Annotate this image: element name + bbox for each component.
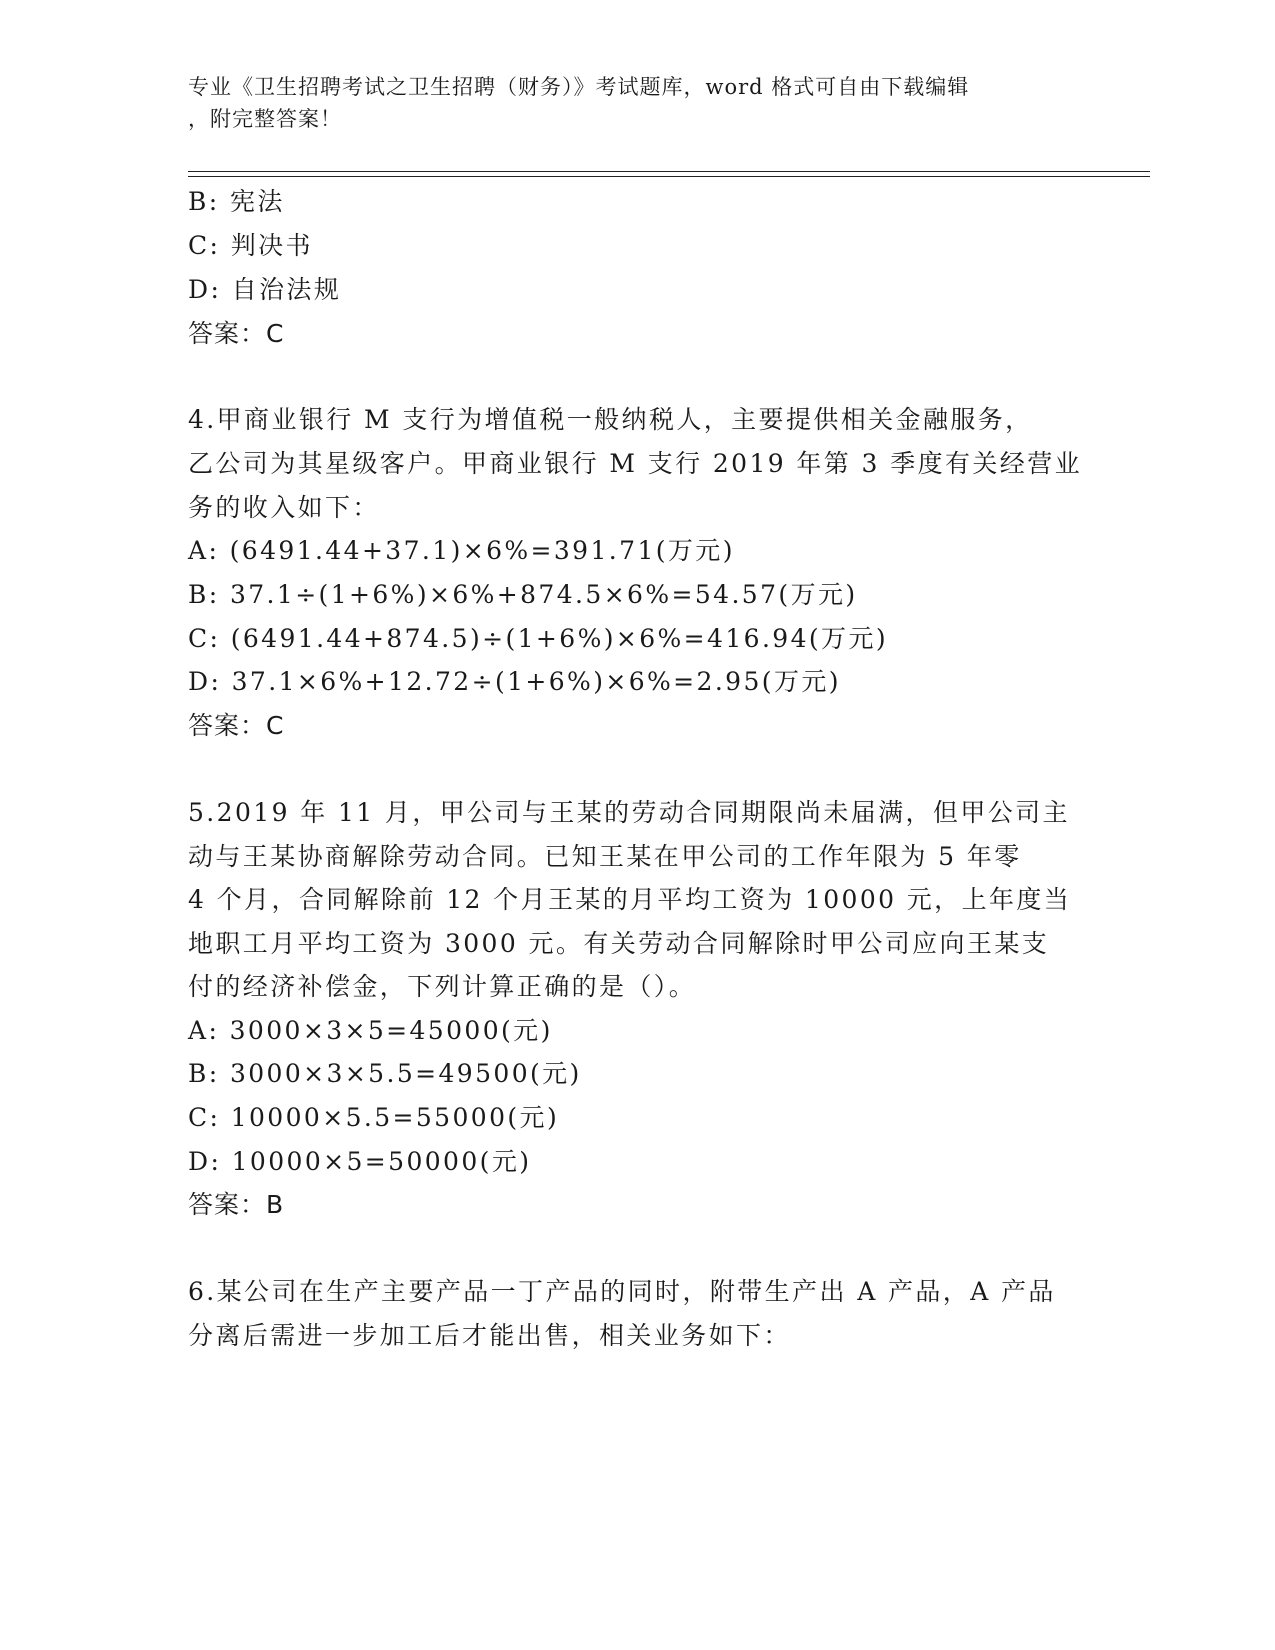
q6-stem-line-2: 分离后需进一步加工后才能出售，相关业务如下： bbox=[188, 1321, 791, 1350]
q3-option-c: C: 判决书 bbox=[188, 231, 313, 260]
q5-option-a: A: 3000×3×5=45000(元) bbox=[188, 1016, 553, 1045]
q4-option-d: D: 37.1×6%+12.72÷(1+6%)×6%=2.95(万元) bbox=[188, 667, 841, 696]
q5-option-c: C: 10000×5.5=55000(元) bbox=[188, 1103, 560, 1132]
q5-stem-line-3: 4 个月，合同解除前 12 个月王某的月平均工资为 10000 元，上年度当 bbox=[188, 885, 1072, 914]
header-rule-top bbox=[188, 171, 1150, 172]
q4-answer: 答案：C bbox=[188, 711, 285, 740]
q3-option-b: B: 宪法 bbox=[188, 187, 285, 216]
q5-stem-line-1: 5.2019 年 11 月，甲公司与王某的劳动合同期限尚未届满，但甲公司主 bbox=[188, 798, 1070, 827]
q4-stem-line-3: 务的收入如下： bbox=[188, 493, 380, 522]
q6-stem-line-1: 6.某公司在生产主要产品一丁产品的同时，附带生产出 A 产品，A 产品 bbox=[188, 1277, 1056, 1306]
document-header-line-1: 专业《卫生招聘考试之卫生招聘（财务）》考试题库，word 格式可自由下载编辑 bbox=[188, 75, 970, 99]
q4-option-c: C: (6491.44+874.5)÷(1+6%)×6%=416.94(万元) bbox=[188, 624, 889, 653]
q4-stem-line-1: 4.甲商业银行 M 支行为增值税一般纳税人，主要提供相关金融服务， bbox=[188, 405, 1033, 434]
q4-option-a: A: (6491.44+37.1)×6%=391.71(万元) bbox=[188, 536, 735, 565]
q4-stem-line-2: 乙公司为其星级客户。甲商业银行 M 支行 2019 年第 3 季度有关经营业 bbox=[188, 449, 1083, 478]
q3-answer: 答案：C bbox=[188, 319, 285, 348]
q5-stem-line-5: 付的经济补偿金，下列计算正确的是（）。 bbox=[188, 972, 697, 1001]
q5-stem-line-2: 动与王某协商解除劳动合同。已知王某在甲公司的工作年限为 5 年零 bbox=[188, 842, 1022, 871]
q5-answer: 答案：B bbox=[188, 1190, 285, 1219]
q4-option-b: B: 37.1÷(1+6%)×6%+874.5×6%=54.57(万元) bbox=[188, 580, 858, 609]
q5-stem-line-4: 地职工月平均工资为 3000 元。有关劳动合同解除时甲公司应向王某支 bbox=[188, 929, 1050, 958]
q5-option-b: B: 3000×3×5.5=49500(元) bbox=[188, 1059, 582, 1088]
q3-option-d: D: 自治法规 bbox=[188, 275, 342, 304]
document-header-line-2: ，附完整答案！ bbox=[188, 107, 342, 131]
header-rule-bottom bbox=[188, 176, 1150, 177]
q5-option-d: D: 10000×5=50000(元) bbox=[188, 1147, 532, 1176]
